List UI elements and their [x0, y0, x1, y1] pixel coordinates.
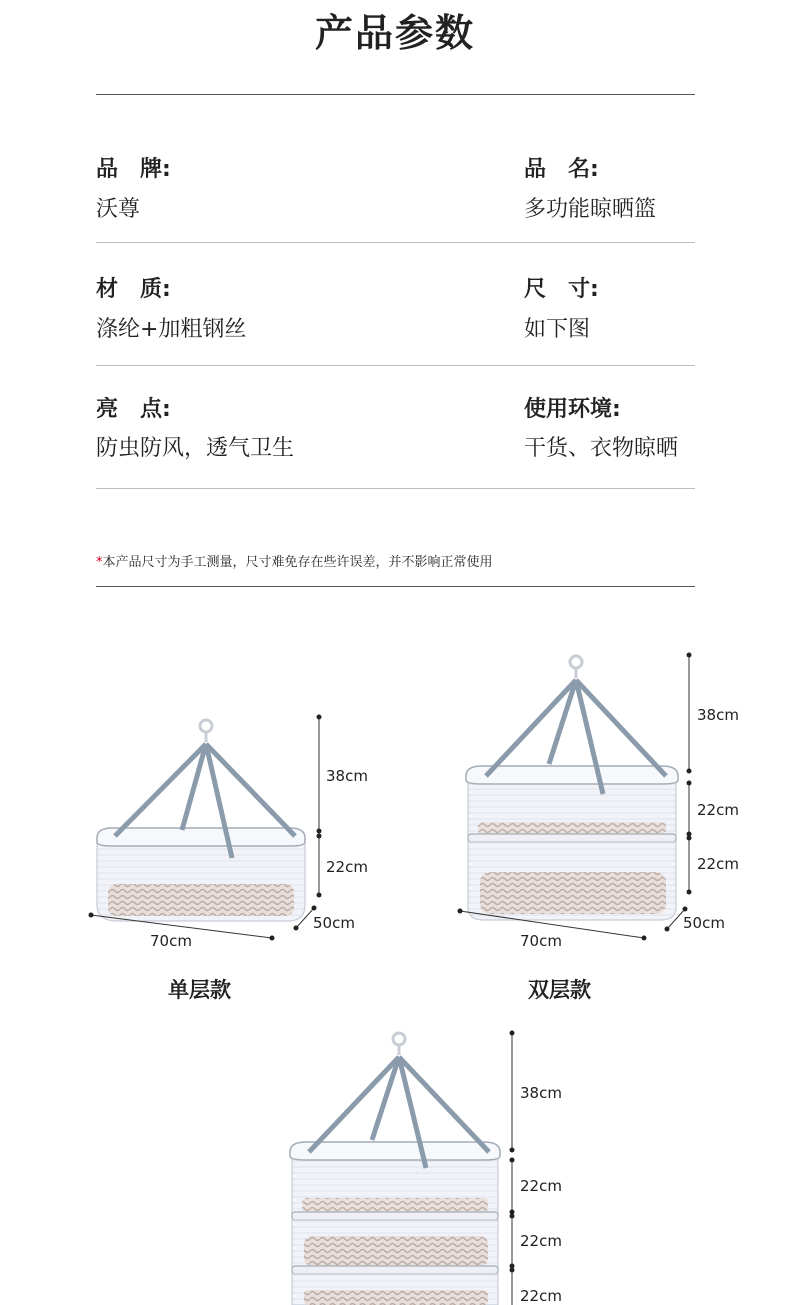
note-star: *: [96, 555, 103, 570]
dim-layer3-height: 22cm: [520, 1287, 562, 1305]
dim-layer1-height: 22cm: [520, 1177, 562, 1195]
note-text: 本产品尺寸为手工测量，尺寸难免存在些许误差，并不影响正常使用: [102, 555, 493, 570]
param-label-name: 品 名:: [524, 157, 599, 182]
dim-width: 50cm: [683, 914, 725, 932]
product-label-double: 双层款: [528, 978, 591, 1002]
param-value-size: 如下图: [524, 317, 591, 342]
double-layer-basket: [458, 653, 739, 951]
param-value-usage: 干货、衣物晾晒: [524, 436, 679, 461]
param-label-usage: 使用环境:: [524, 397, 621, 422]
dim-length: 70cm: [150, 932, 192, 950]
dim-layer1-height: 22cm: [697, 801, 739, 819]
param-label-highlight: 亮 点:: [96, 397, 171, 422]
param-value-brand: 沃尊: [96, 197, 141, 222]
dim-width: 50cm: [313, 914, 355, 932]
dim-hanger-height: 38cm: [326, 767, 368, 785]
dim-layer2-height: 22cm: [697, 855, 739, 873]
hook-icon: [393, 1033, 405, 1045]
triple-layer-basket: [290, 1031, 562, 1305]
hook-icon: [200, 720, 212, 732]
param-label-material: 材 质:: [96, 277, 171, 302]
dim-hanger-height: 38cm: [697, 706, 739, 724]
param-label-brand: 品 牌:: [96, 157, 171, 182]
page-title: 产品参数: [314, 11, 475, 55]
param-value-material: 涤纶+加粗钢丝: [96, 317, 247, 342]
param-value-name: 多功能晾晒篮: [524, 197, 657, 222]
dim-hanger-height: 38cm: [520, 1084, 562, 1102]
param-value-highlight: 防虫防风，透气卫生: [96, 436, 295, 461]
dim-length: 70cm: [520, 932, 562, 950]
single-layer-basket: [89, 715, 368, 951]
hook-icon: [570, 656, 582, 668]
dim-layer-height: 22cm: [326, 858, 368, 876]
param-label-size: 尺 寸:: [524, 277, 599, 302]
product-label-single: 单层款: [168, 978, 231, 1002]
dim-layer2-height: 22cm: [520, 1232, 562, 1250]
